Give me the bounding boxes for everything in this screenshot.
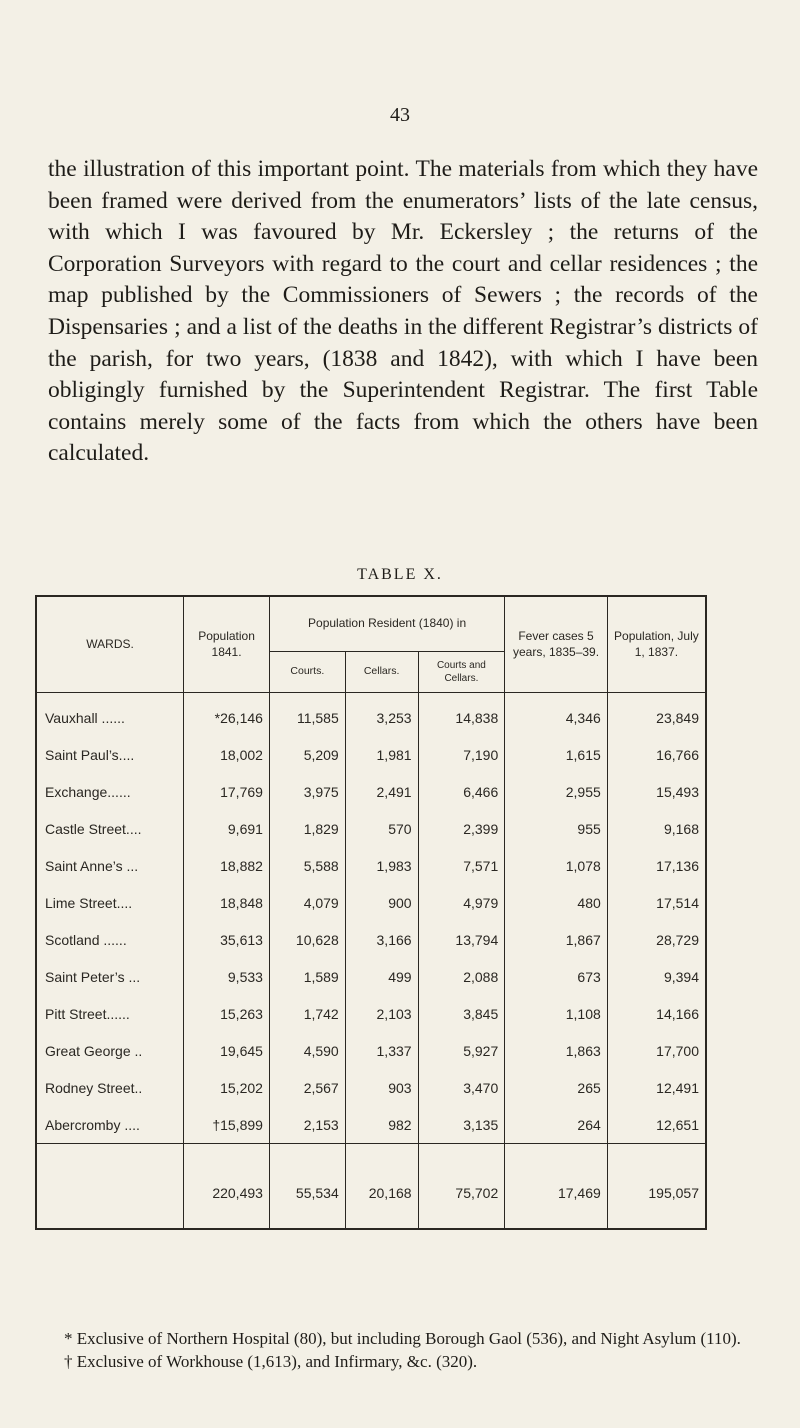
cell-cellars: 499 xyxy=(345,958,418,995)
cell-fever: 1,108 xyxy=(505,995,608,1032)
cell-ward: Pitt Street...... xyxy=(36,995,184,1032)
cell-cellars: 570 xyxy=(345,810,418,847)
cell-fever: 2,955 xyxy=(505,773,608,810)
cell-pop1837: 9,168 xyxy=(607,810,706,847)
cell-cellars: 2,103 xyxy=(345,995,418,1032)
header-courts-and-cellars: Courts and Cellars. xyxy=(418,652,505,693)
table-row xyxy=(36,810,706,847)
cell-pop1837: 16,766 xyxy=(607,736,706,773)
cell-courts-cellars: 13,794 xyxy=(418,921,505,958)
header-fever-cases: Fever cases 5 years, 1835–39. xyxy=(505,596,608,693)
cell-pop1837: 12,491 xyxy=(607,1069,706,1106)
cell-ward: Rodney Street.. xyxy=(36,1069,184,1106)
cell-pop1837: 17,136 xyxy=(607,847,706,884)
total-courts-cellars: 75,702 xyxy=(418,1144,505,1230)
page-number: 43 xyxy=(390,104,410,126)
cell-courts-cellars: 2,399 xyxy=(418,810,505,847)
cell-courts: 2,153 xyxy=(269,1106,345,1144)
cell-population: 19,645 xyxy=(184,1032,270,1069)
cell-ward: Castle Street.... xyxy=(36,810,184,847)
table-header xyxy=(36,596,706,693)
cell-fever: 265 xyxy=(505,1069,608,1106)
table-row xyxy=(36,1069,706,1106)
cell-pop1837: 14,166 xyxy=(607,995,706,1032)
header-cellars: Cellars. xyxy=(345,652,418,693)
header-wards: WARDS. xyxy=(36,596,184,693)
table-row xyxy=(36,884,706,921)
cell-ward: Saint Peter’s ... xyxy=(36,958,184,995)
body-paragraph: the illustration of this important point. The materials from which they have been framed were derived from the enumerators’ lists of the late census, with which I was favoured by Mr. Eckersley ; the returns of the Corporation Surveyors with regard to the court and cellar residences ; the map published by the Commissioners of Sewers ; the records of the Dispensaries ; and a list of the deaths in the different Registrar’s districts of the parish, for two years, (1838 and 1842), with which I have been obligingly furnished by the Superintendent Registrar. The first Table contains merely some of the facts from which the others have been calculated. xyxy=(48,156,758,467)
cell-courts: 10,628 xyxy=(269,921,345,958)
cell-courts: 1,589 xyxy=(269,958,345,995)
table-row xyxy=(36,995,706,1032)
totals-row xyxy=(36,1144,706,1230)
cell-courts-cellars: 3,845 xyxy=(418,995,505,1032)
cell-courts: 1,742 xyxy=(269,995,345,1032)
cell-courts: 5,588 xyxy=(269,847,345,884)
cell-cellars: 3,253 xyxy=(345,693,418,737)
total-pop1837: 195,057 xyxy=(607,1144,706,1230)
total-cellars: 20,168 xyxy=(345,1144,418,1230)
footnote-dagger: † Exclusive of Workhouse (1,613), and Infirmary, &c. (320). xyxy=(64,1352,478,1371)
cell-courts-cellars: 3,470 xyxy=(418,1069,505,1106)
cell-cellars: 982 xyxy=(345,1106,418,1144)
cell-pop1837: 23,849 xyxy=(607,693,706,737)
table-row xyxy=(36,958,706,995)
cell-pop1837: 28,729 xyxy=(607,921,706,958)
cell-ward: Vauxhall ...... xyxy=(36,693,184,737)
header-courts: Courts. xyxy=(269,652,345,693)
header-population-resident: Population Resident (1840) in xyxy=(269,596,504,652)
cell-population: 15,202 xyxy=(184,1069,270,1106)
cell-ward: Exchange...... xyxy=(36,773,184,810)
cell-ward: Lime Street.... xyxy=(36,884,184,921)
cell-cellars: 2,491 xyxy=(345,773,418,810)
cell-population: 18,848 xyxy=(184,884,270,921)
footnote-asterisk: * Exclusive of Northern Hospital (80), but including Borough Gaol (536), and Night Asylum (110). xyxy=(64,1329,741,1348)
cell-courts: 1,829 xyxy=(269,810,345,847)
table-row xyxy=(36,736,706,773)
total-courts: 55,534 xyxy=(269,1144,345,1230)
total-population: 220,493 xyxy=(184,1144,270,1230)
header-population-1837: Population, July 1, 1837. xyxy=(607,596,706,693)
cell-population: 18,002 xyxy=(184,736,270,773)
cell-cellars: 1,981 xyxy=(345,736,418,773)
table-row xyxy=(36,847,706,884)
cell-ward: Saint Anne’s ... xyxy=(36,847,184,884)
table-row xyxy=(36,1032,706,1069)
table-row xyxy=(36,773,706,810)
cell-fever: 1,078 xyxy=(505,847,608,884)
table-title: TABLE X. xyxy=(357,566,443,583)
cell-fever: 1,615 xyxy=(505,736,608,773)
total-fever: 17,469 xyxy=(505,1144,608,1230)
cell-courts: 11,585 xyxy=(269,693,345,737)
cell-courts-cellars: 7,190 xyxy=(418,736,505,773)
cell-courts-cellars: 14,838 xyxy=(418,693,505,737)
cell-courts-cellars: 4,979 xyxy=(418,884,505,921)
cell-courts: 2,567 xyxy=(269,1069,345,1106)
cell-pop1837: 12,651 xyxy=(607,1106,706,1144)
cell-courts: 4,590 xyxy=(269,1032,345,1069)
cell-pop1837: 9,394 xyxy=(607,958,706,995)
cell-cellars: 903 xyxy=(345,1069,418,1106)
census-table xyxy=(35,595,707,1230)
header-population-1841: Population 1841. xyxy=(184,596,270,693)
cell-fever: 1,867 xyxy=(505,921,608,958)
footnotes xyxy=(48,1327,758,1373)
cell-population: 18,882 xyxy=(184,847,270,884)
cell-courts-cellars: 2,088 xyxy=(418,958,505,995)
cell-courts: 4,079 xyxy=(269,884,345,921)
cell-population: 17,769 xyxy=(184,773,270,810)
cell-fever: 673 xyxy=(505,958,608,995)
table-row xyxy=(36,921,706,958)
cell-courts-cellars: 5,927 xyxy=(418,1032,505,1069)
totals-label-cell xyxy=(36,1144,184,1230)
cell-courts-cellars: 6,466 xyxy=(418,773,505,810)
cell-fever: 264 xyxy=(505,1106,608,1144)
cell-pop1837: 17,700 xyxy=(607,1032,706,1069)
cell-courts: 5,209 xyxy=(269,736,345,773)
cell-ward: Abercromby .... xyxy=(36,1106,184,1144)
cell-courts-cellars: 7,571 xyxy=(418,847,505,884)
cell-ward: Scotland ...... xyxy=(36,921,184,958)
cell-population: *26,146 xyxy=(184,693,270,737)
table-row xyxy=(36,1106,706,1144)
cell-fever: 955 xyxy=(505,810,608,847)
cell-ward: Great George .. xyxy=(36,1032,184,1069)
cell-fever: 1,863 xyxy=(505,1032,608,1069)
cell-pop1837: 17,514 xyxy=(607,884,706,921)
table-body xyxy=(36,693,706,1230)
table-row xyxy=(36,693,706,737)
body-paragraph-block xyxy=(48,154,758,470)
cell-courts-cellars: 3,135 xyxy=(418,1106,505,1144)
cell-cellars: 1,983 xyxy=(345,847,418,884)
cell-population: 9,533 xyxy=(184,958,270,995)
cell-population: 9,691 xyxy=(184,810,270,847)
cell-fever: 4,346 xyxy=(505,693,608,737)
cell-population: 35,613 xyxy=(184,921,270,958)
cell-cellars: 900 xyxy=(345,884,418,921)
cell-fever: 480 xyxy=(505,884,608,921)
cell-courts: 3,975 xyxy=(269,773,345,810)
cell-population: 15,263 xyxy=(184,995,270,1032)
cell-population: †15,899 xyxy=(184,1106,270,1144)
cell-cellars: 1,337 xyxy=(345,1032,418,1069)
cell-cellars: 3,166 xyxy=(345,921,418,958)
cell-ward: Saint Paul’s.... xyxy=(36,736,184,773)
cell-pop1837: 15,493 xyxy=(607,773,706,810)
